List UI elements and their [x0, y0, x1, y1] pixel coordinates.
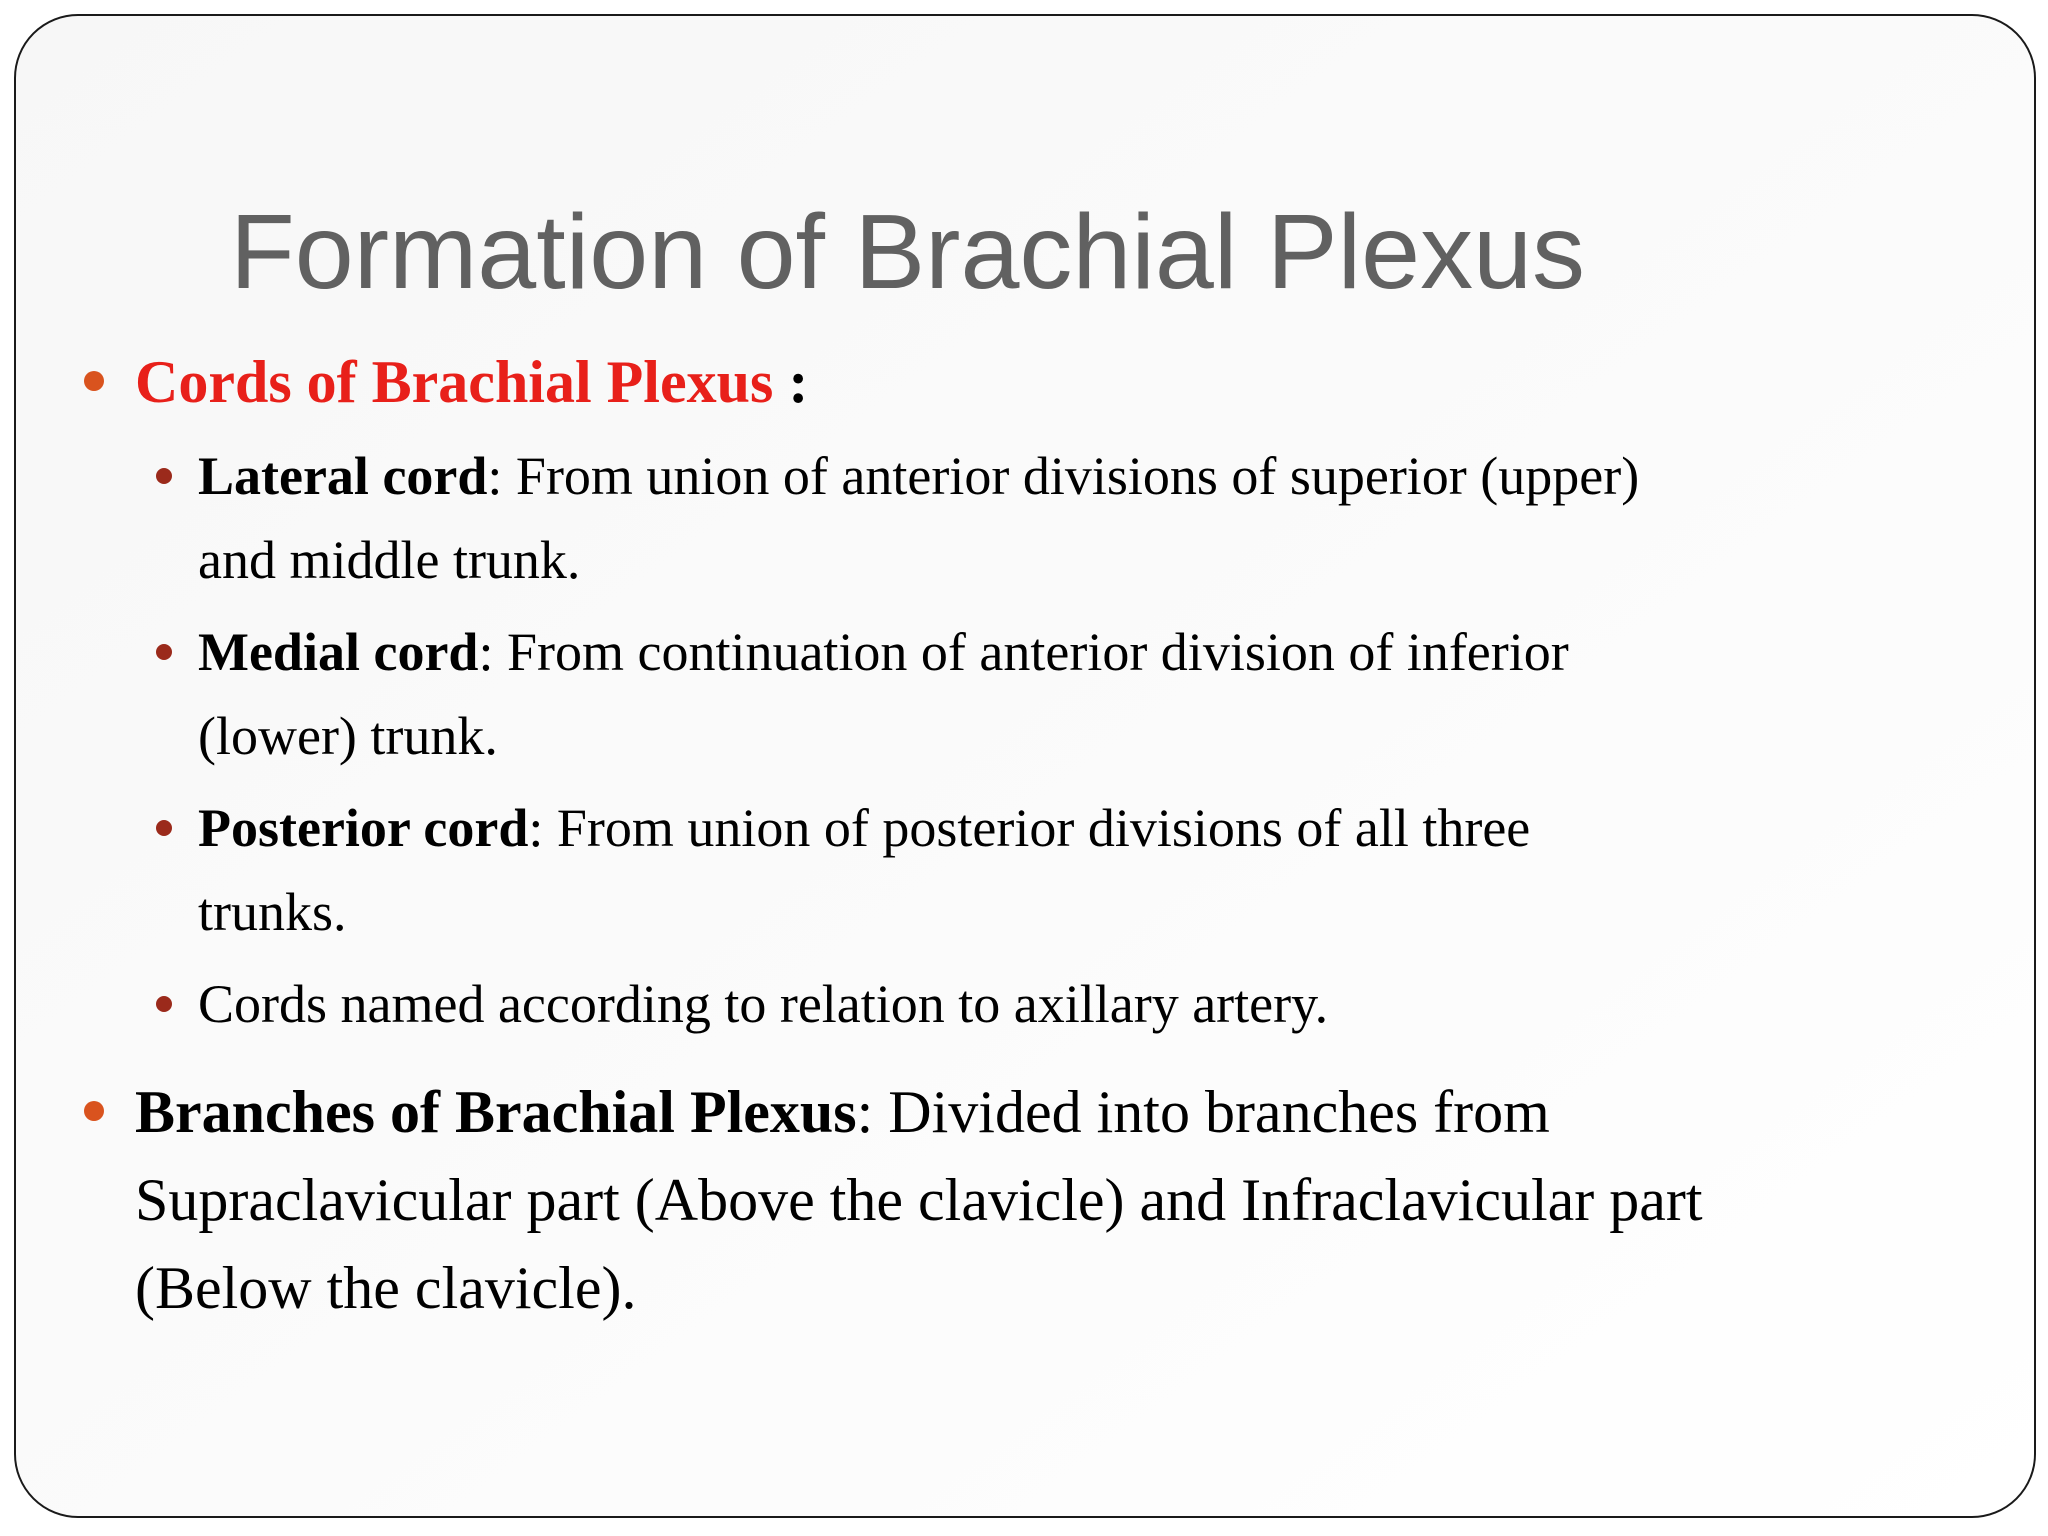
posterior-cord-text: : From union of posterior divisions of all three	[528, 798, 1531, 858]
list-item-cords-named: Cords named according to relation to axillary artery.	[198, 974, 1329, 1034]
branches-text-cont-1: Supraclavicular part (Above the clavicle) and Infraclavicular part	[135, 1167, 1703, 1233]
cords-heading-label: Cords of Brachial Plexus	[135, 349, 774, 415]
list-item-medial-cord	[198, 610, 1569, 694]
posterior-cord-text-cont: trunks.	[198, 882, 347, 942]
branches-text: : Divided into branches from	[856, 1079, 1550, 1145]
medial-cord-text: : From continuation of anterior division of inferior	[478, 622, 1569, 682]
sub-bullet-icon	[156, 468, 172, 484]
slide-body	[16, 16, 2034, 1516]
bullet-icon	[84, 1101, 104, 1121]
slide	[14, 14, 2036, 1518]
sub-bullet-icon	[156, 644, 172, 660]
cords-heading-suffix: :	[773, 349, 809, 415]
branches-text-cont-2: (Below the clavicle).	[135, 1255, 637, 1321]
posterior-cord-term: Posterior cord	[198, 798, 529, 858]
branches-item	[135, 1068, 1550, 1156]
bullet-icon	[84, 371, 104, 391]
list-item-lateral-cord	[198, 434, 1639, 518]
lateral-cord-text-cont: and middle trunk.	[198, 530, 581, 590]
medial-cord-text-cont: (lower) trunk.	[198, 706, 498, 766]
branches-term: Branches of Brachial Plexus	[135, 1079, 857, 1145]
cords-heading	[135, 338, 808, 426]
sub-bullet-icon	[156, 820, 172, 836]
sub-bullet-icon	[156, 996, 172, 1012]
slide-title: Formation of Brachial Plexus	[230, 193, 1586, 311]
list-item-posterior-cord	[198, 786, 1530, 870]
medial-cord-term: Medial cord	[198, 622, 479, 682]
lateral-cord-term: Lateral cord	[198, 446, 488, 506]
lateral-cord-text: : From union of anterior divisions of superior (upper)	[487, 446, 1640, 506]
